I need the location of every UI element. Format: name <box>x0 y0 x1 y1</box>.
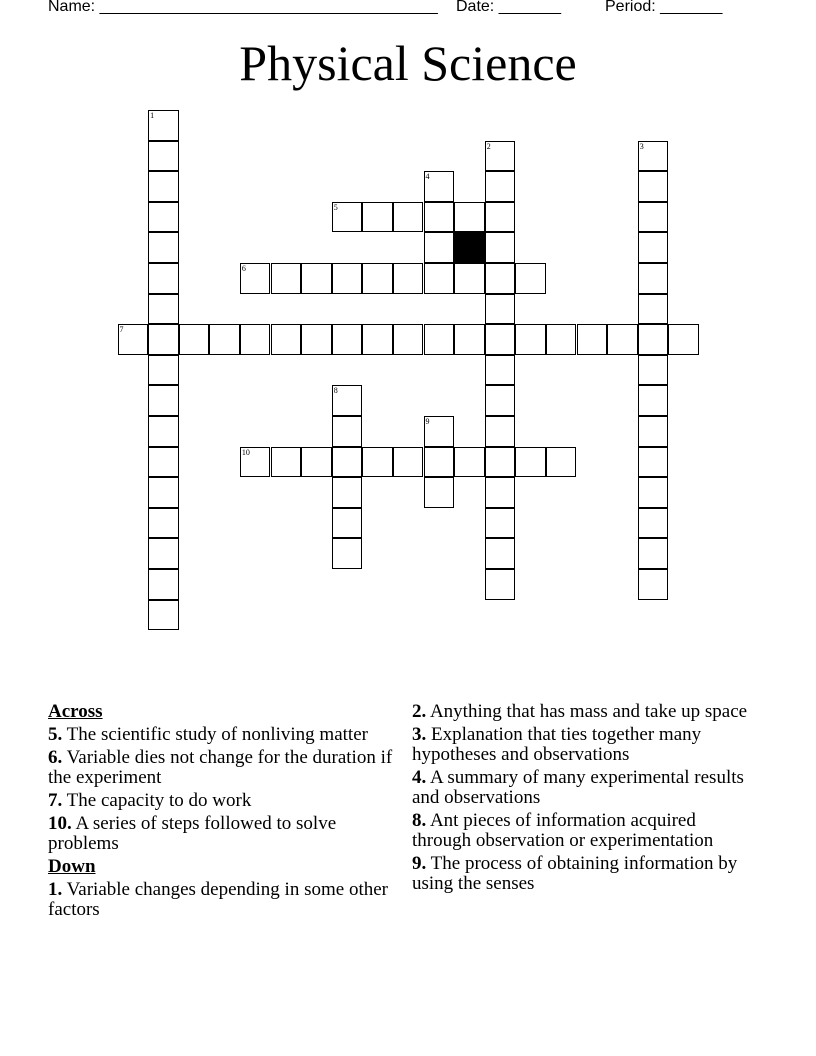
crossword-cell[interactable] <box>148 600 179 631</box>
crossword-cell[interactable] <box>148 232 179 263</box>
clue-text: Variable dies not change for the duration if the experiment <box>48 747 393 788</box>
clue-across-7 <box>48 791 393 811</box>
crossword-cell[interactable] <box>271 447 302 478</box>
clue-text: Explanation that ties together many hypotheses and observations <box>412 724 702 765</box>
cell-number: 9 <box>425 417 430 426</box>
crossword-cell[interactable] <box>393 263 424 294</box>
clue-text: The capacity to do work <box>66 790 252 811</box>
crossword-cell[interactable] <box>148 538 179 569</box>
clue-number: 8. <box>412 810 427 831</box>
crossword-cell[interactable] <box>454 263 485 294</box>
clue-text: A series of steps followed to solve problems <box>48 813 337 854</box>
crossword-cell[interactable] <box>362 263 393 294</box>
clue-number: 1. <box>48 879 63 900</box>
clue-number: 5. <box>48 724 63 745</box>
crossword-cell[interactable] <box>332 508 363 539</box>
crossword-cell[interactable] <box>362 324 393 355</box>
crossword-cell[interactable] <box>638 355 669 386</box>
crossword-cell[interactable] <box>638 202 669 233</box>
crossword-cell[interactable] <box>424 324 455 355</box>
blocked-cell <box>454 232 485 263</box>
crossword-cell[interactable] <box>638 324 669 355</box>
crossword-cell[interactable] <box>638 508 669 539</box>
crossword-cell[interactable] <box>240 263 271 294</box>
crossword-cell[interactable] <box>546 324 577 355</box>
clue-number: 3. <box>412 724 427 745</box>
crossword-cell[interactable] <box>301 324 332 355</box>
crossword-cell[interactable] <box>424 263 455 294</box>
crossword-cell[interactable] <box>485 477 516 508</box>
cell-number: 10 <box>241 447 250 457</box>
crossword-cell[interactable] <box>485 569 516 600</box>
clue-number: 7. <box>48 790 63 811</box>
crossword-cell[interactable] <box>332 202 363 233</box>
crossword-cell[interactable] <box>148 569 179 600</box>
clue-down-9 <box>412 854 757 894</box>
crossword-cell[interactable] <box>485 202 516 233</box>
clue-text: Ant pieces of information acquired through observation or experimentation <box>412 810 714 851</box>
clue-number: 6. <box>48 747 63 768</box>
crossword-cell[interactable] <box>454 447 485 478</box>
crossword-cell[interactable] <box>485 171 516 202</box>
crossword-cell[interactable] <box>485 232 516 263</box>
crossword-cell[interactable] <box>485 385 516 416</box>
clue-text: The process of obtaining information by using the senses <box>412 853 738 894</box>
crossword-cell[interactable] <box>485 447 516 478</box>
crossword-cell[interactable] <box>332 477 363 508</box>
crossword-cell[interactable] <box>240 447 271 478</box>
clue-across-6 <box>48 748 393 788</box>
crossword-cell[interactable] <box>393 202 424 233</box>
crossword-cell[interactable] <box>148 110 179 141</box>
period-field-label[interactable]: Period: _______ <box>605 0 723 15</box>
clue-number: 9. <box>412 853 427 874</box>
crossword-cell[interactable] <box>209 324 240 355</box>
clue-text: The scientific study of nonliving matter <box>66 724 368 745</box>
clue-text: Anything that has mass and take up space <box>429 701 748 722</box>
crossword-cell[interactable] <box>638 263 669 294</box>
down-heading: Down <box>48 856 96 877</box>
clue-number: 4. <box>412 767 427 788</box>
cell-number: 1 <box>150 111 155 120</box>
crossword-cell[interactable] <box>148 141 179 172</box>
crossword-cell[interactable] <box>424 171 455 202</box>
crossword-cell[interactable] <box>148 508 179 539</box>
clues-left-column <box>48 702 393 923</box>
crossword-cell[interactable] <box>332 447 363 478</box>
crossword-cell[interactable] <box>485 508 516 539</box>
crossword-cell[interactable] <box>546 447 577 478</box>
crossword-cell[interactable] <box>240 324 271 355</box>
clue-down-3 <box>412 725 757 765</box>
crossword-cell[interactable] <box>485 538 516 569</box>
cell-number: 6 <box>241 264 246 273</box>
crossword-cell[interactable] <box>148 324 179 355</box>
crossword-cell[interactable] <box>638 416 669 447</box>
crossword-cell[interactable] <box>362 447 393 478</box>
crossword-cell[interactable] <box>424 232 455 263</box>
crossword-cell[interactable] <box>424 416 455 447</box>
clue-number: 10. <box>48 813 72 834</box>
crossword-cell[interactable] <box>485 416 516 447</box>
crossword-cell[interactable] <box>148 385 179 416</box>
clue-text: Variable changes depending in some other factors <box>48 879 388 920</box>
cell-number: 7 <box>119 325 124 335</box>
crossword-cell[interactable] <box>332 263 363 294</box>
crossword-cell[interactable] <box>393 447 424 478</box>
crossword-cell[interactable] <box>485 324 516 355</box>
crossword-cell[interactable] <box>148 263 179 294</box>
crossword-cell[interactable] <box>485 141 516 172</box>
crossword-cell[interactable] <box>668 324 699 355</box>
crossword-cell[interactable] <box>271 324 302 355</box>
clue-text: A summary of many experimental results and observations <box>412 767 744 808</box>
crossword-cell[interactable] <box>148 202 179 233</box>
crossword-cell[interactable] <box>118 324 149 355</box>
crossword-cell[interactable] <box>638 447 669 478</box>
clue-across-5 <box>48 725 393 745</box>
clue-down-4 <box>412 768 757 808</box>
crossword-cell[interactable] <box>607 324 638 355</box>
clue-number: 2. <box>412 701 427 722</box>
date-field-label[interactable]: Date: _______ <box>456 0 561 15</box>
crossword-cell[interactable] <box>362 202 393 233</box>
crossword-cell[interactable] <box>393 324 424 355</box>
cell-number: 2 <box>486 141 491 151</box>
crossword-cell[interactable] <box>332 324 363 355</box>
clue-down-8 <box>412 811 757 851</box>
clue-across-10 <box>48 814 393 854</box>
crossword-cell[interactable] <box>577 324 608 355</box>
crossword-cell[interactable] <box>148 477 179 508</box>
name-field-label[interactable]: Name: ______________________________________ <box>48 0 438 15</box>
crossword-cell[interactable] <box>515 324 546 355</box>
crossword-cell[interactable] <box>301 263 332 294</box>
clue-down-2 <box>412 702 757 722</box>
crossword-cell[interactable] <box>638 232 669 263</box>
crossword-cell[interactable] <box>638 294 669 325</box>
crossword-cell[interactable] <box>148 416 179 447</box>
crossword-cell[interactable] <box>485 263 516 294</box>
crossword-cell[interactable] <box>454 202 485 233</box>
crossword-cell[interactable] <box>638 538 669 569</box>
cell-number: 4 <box>425 172 430 182</box>
clue-down-1 <box>48 880 393 920</box>
crossword-cell[interactable] <box>485 294 516 325</box>
crossword-cell[interactable] <box>454 324 485 355</box>
crossword-cell[interactable] <box>638 569 669 600</box>
crossword-cell[interactable] <box>638 385 669 416</box>
across-heading: Across <box>48 701 103 722</box>
crossword-cell[interactable] <box>638 141 669 172</box>
crossword-cell[interactable] <box>332 385 363 416</box>
crossword-cell[interactable] <box>148 294 179 325</box>
crossword-cell[interactable] <box>485 355 516 386</box>
crossword-cell[interactable] <box>332 538 363 569</box>
cell-number: 8 <box>333 386 338 396</box>
clues-right-column <box>412 702 757 897</box>
cell-number: 5 <box>333 202 338 212</box>
crossword-cell[interactable] <box>638 171 669 202</box>
crossword-cell[interactable] <box>515 447 546 478</box>
cell-number: 3 <box>639 141 644 151</box>
page-title: Physical Science <box>239 35 577 91</box>
crossword-cell[interactable] <box>271 263 302 294</box>
crossword-cell[interactable] <box>301 447 332 478</box>
crossword-cell[interactable] <box>424 447 455 478</box>
crossword-cell[interactable] <box>148 355 179 386</box>
crossword-cell[interactable] <box>332 416 363 447</box>
crossword-cell[interactable] <box>424 202 455 233</box>
crossword-cell[interactable] <box>148 447 179 478</box>
crossword-cell[interactable] <box>179 324 210 355</box>
crossword-cell[interactable] <box>638 477 669 508</box>
crossword-cell[interactable] <box>424 477 455 508</box>
crossword-cell[interactable] <box>148 171 179 202</box>
crossword-cell[interactable] <box>515 263 546 294</box>
